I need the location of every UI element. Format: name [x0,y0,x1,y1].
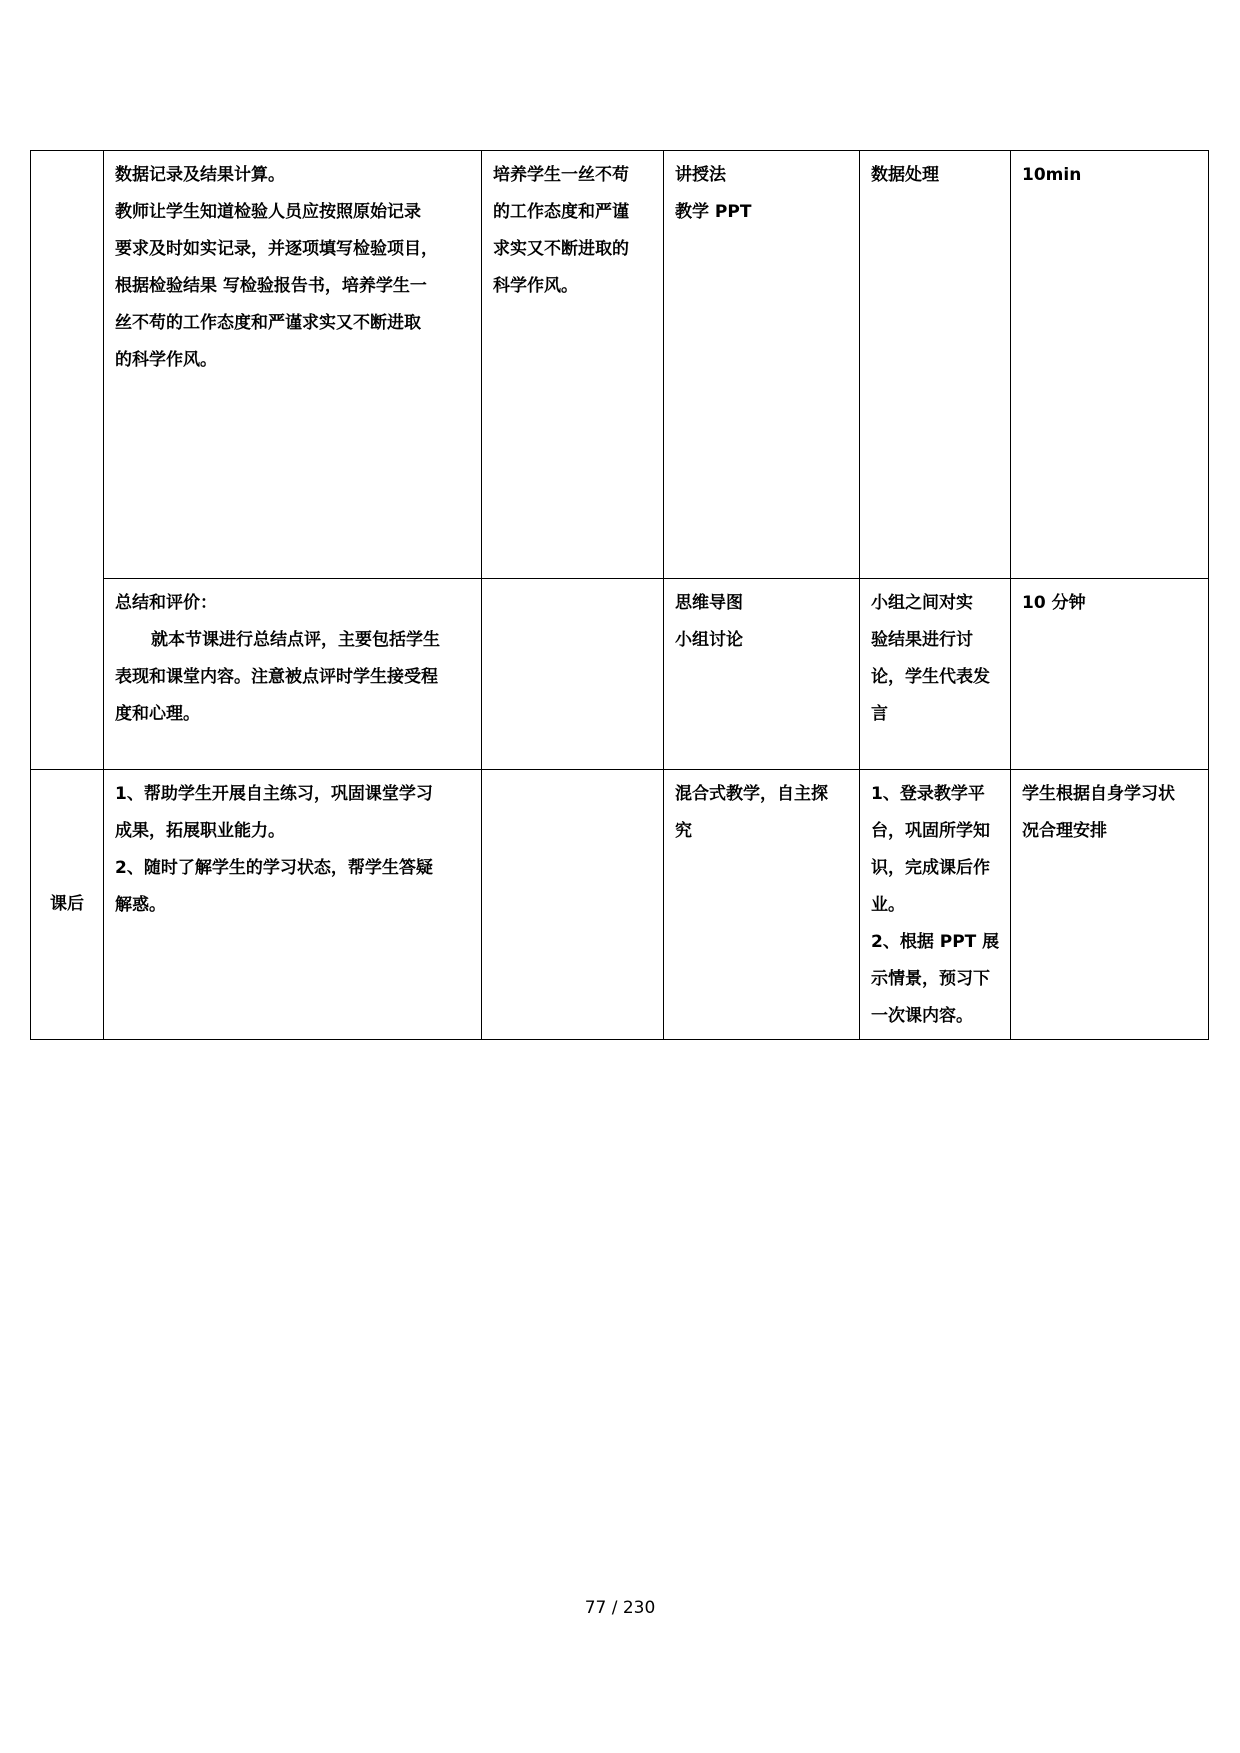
time-cell [1011,770,1209,1040]
goal-line: 的工作态度和严谨 [493,202,629,222]
method-line: 讲授法 [675,165,726,185]
content-line: 就本节课进行总结点评，主要包括学生 [151,630,440,650]
activity-line: 1、登录教学平 [871,784,985,804]
activity-line: 小组之间对实 [871,593,973,613]
time-line: 学生根据自身学习状 [1022,784,1175,804]
stage-cell [31,151,104,770]
method-line: 小组讨论 [675,630,743,650]
goal-line: 求实又不断进取的 [493,239,629,259]
content-line: 教师让学生知道检验人员应按照原始记录 [115,202,421,222]
goal-line: 科学作风。 [493,276,578,296]
content-line: 总结和评价： [115,593,217,613]
content-line: 数据记录及结果计算。 [115,165,285,185]
stage-cell: 课后 [31,770,104,1040]
content-cell [104,579,482,770]
activity-cell [860,151,1011,579]
activity-line: 示情景，预习下 [871,969,990,989]
lesson-plan-table [30,150,1209,1040]
activity-line: 验结果进行讨 [871,630,973,650]
content-line: 要求及时如实记录，并逐项填写检验项目， [115,239,438,259]
activity-line: 数据处理 [871,165,939,185]
time-cell [1011,579,1209,770]
method-cell [664,151,860,579]
content-line: 成果，拓展职业能力。 [115,821,285,841]
activity-line: 一次课内容。 [871,1006,973,1026]
content-line: 的科学作风。 [115,350,217,370]
method-cell [664,770,860,1040]
time-line: 10 分钟 [1022,593,1086,613]
goal-line: 培养学生一丝不苟 [493,165,629,185]
content-line: 1、帮助学生开展自主练习，巩固课堂学习 [115,784,433,804]
activity-line: 台，巩固所学知 [871,821,990,841]
time-line: 10min [1022,165,1082,185]
content-line: 度和心理。 [115,704,200,724]
activity-cell [860,579,1011,770]
content-line: 解惑。 [115,895,166,915]
table-row [31,151,1209,579]
activity-line: 论，学生代表发 [871,667,990,687]
activity-line: 识，完成课后作 [871,858,990,878]
page-number: 77 / 230 [584,1598,656,1618]
content-line: 表现和课堂内容。注意被点评时学生接受程 [115,667,438,687]
activity-line: 2、根据 PPT 展 [871,932,1000,952]
method-line: 教学 PPT [675,202,752,222]
method-cell [664,579,860,770]
content-line: 根据检验结果 写检验报告书，培养学生一 [115,276,427,296]
content-line: 丝不苟的工作态度和严谨求实又不断进取 [115,313,421,333]
table-row [31,770,1209,1040]
table-row [31,579,1209,770]
content-cell [104,151,482,579]
content-line: 2、随时了解学生的学习状态，帮学生答疑 [115,858,433,878]
method-line: 究 [675,821,692,841]
activity-line: 言 [871,704,888,724]
goal-cell [482,579,664,770]
method-line: 混合式教学，自主探 [675,784,828,804]
content-cell [104,770,482,1040]
activity-cell [860,770,1011,1040]
goal-cell [482,770,664,1040]
time-cell [1011,151,1209,579]
goal-cell [482,151,664,579]
time-line: 况合理安排 [1022,821,1107,841]
activity-line: 业。 [871,895,905,915]
method-line: 思维导图 [675,593,743,613]
